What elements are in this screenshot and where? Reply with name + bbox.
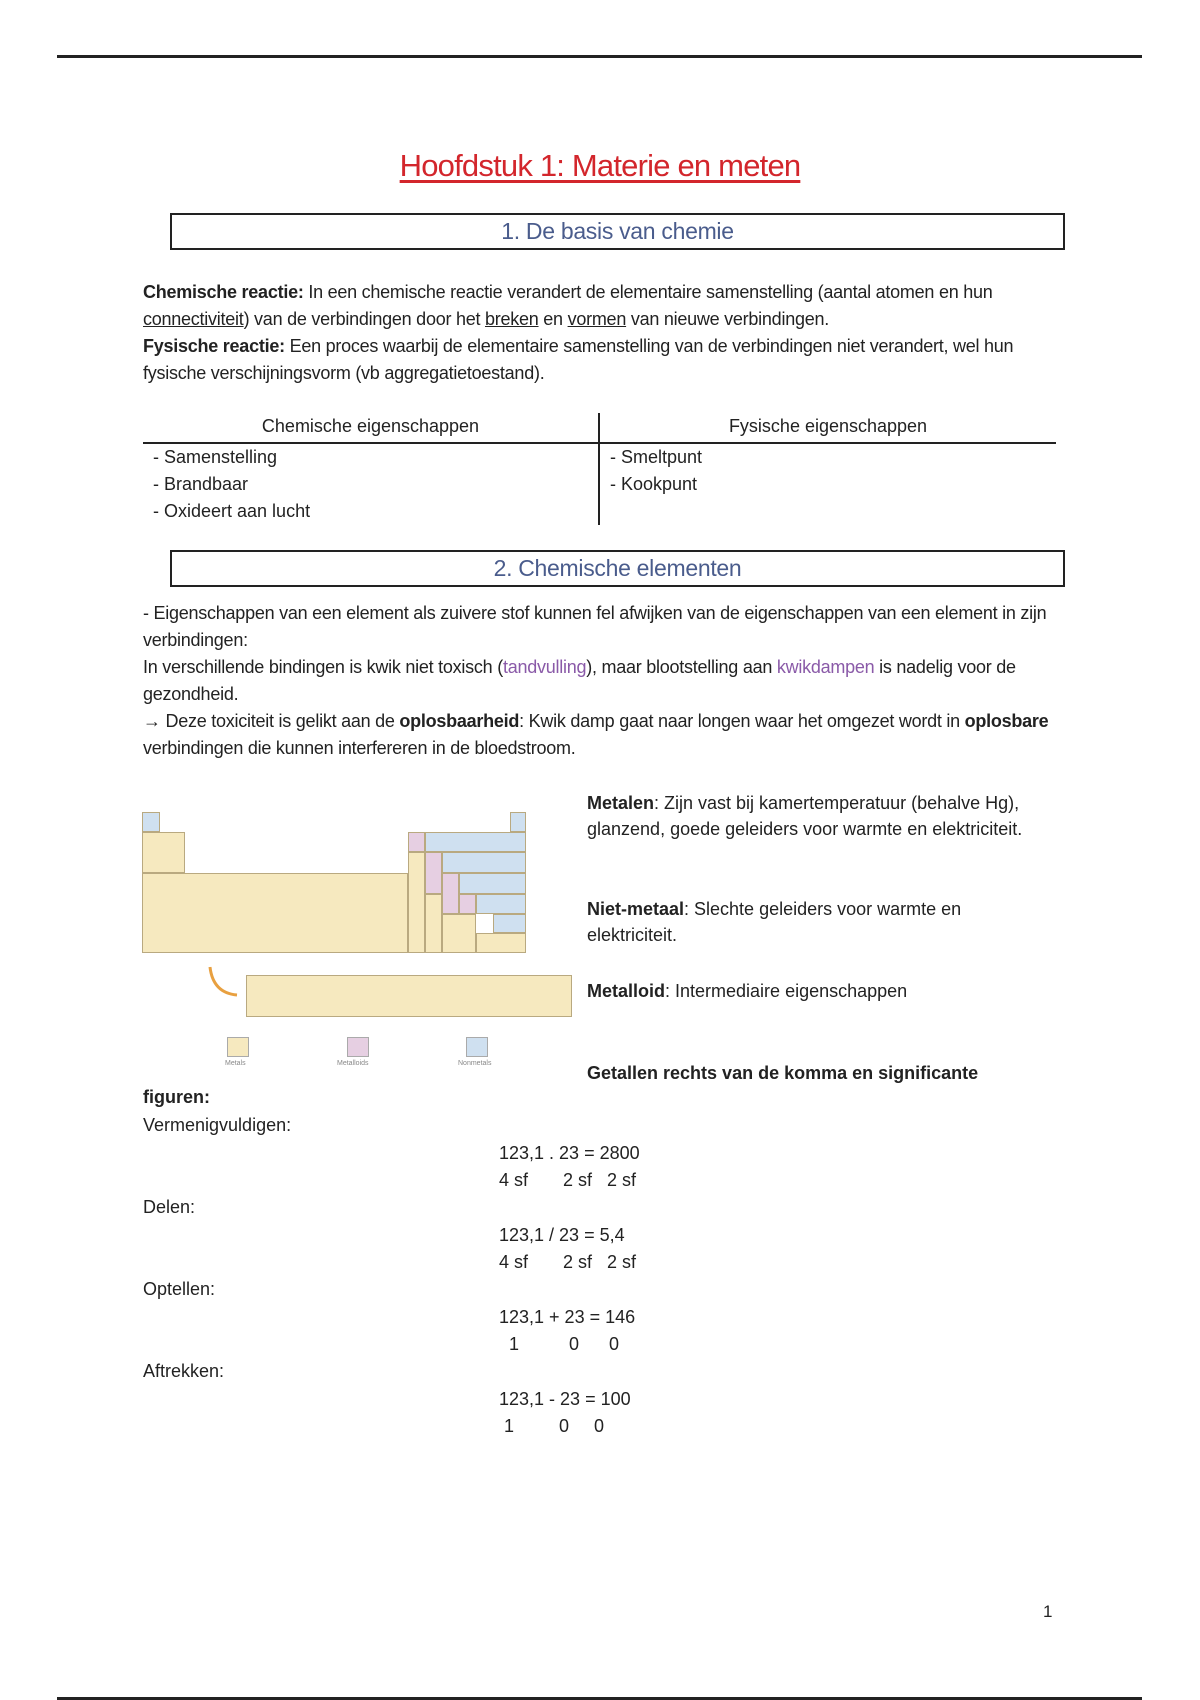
arrow-icon: → [143, 711, 161, 731]
periodic-table-image [142, 790, 572, 1075]
underlined-term: vormen [567, 309, 627, 329]
legend-swatch-metalloids [347, 1037, 369, 1057]
calc-expression: 123,1 - 23 = 100 [499, 1389, 631, 1409]
calc-sig-figs: 1 0 0 [499, 1334, 620, 1354]
page-number: 1 [1043, 1602, 1053, 1621]
text: : Zijn vast bij kamertemperatuur (behalve Hg), glanzend, goede geleiders voor warmte en elektriciteit. [587, 793, 1023, 839]
physical-properties-column [600, 413, 1056, 525]
text: : Slechte geleiders voor warmte en elektriciteit. [587, 899, 962, 945]
term-label: Niet-metaal [587, 899, 685, 919]
text: van nieuwe verbindingen. [626, 309, 829, 329]
arrow-icon [205, 965, 245, 1005]
text: : Intermediaire eigenschappen [665, 981, 908, 1001]
text: Een proces waarbij de elementaire samenstelling van de verbindingen niet verandert, wel hun fysische verschijningsvorm (vb aggregatietoestand). [143, 336, 1014, 383]
nonmetal-block [493, 914, 526, 933]
f-block [246, 975, 572, 1017]
legend-label: Metals [225, 1060, 246, 1067]
legend-label: Metalloids [337, 1060, 369, 1067]
metal-block [408, 852, 425, 953]
text: In verschillende bindingen is kwik niet toxisch ( [143, 657, 503, 677]
text: : Kwik damp gaat naar longen waar het omgezet wordt in [519, 711, 965, 731]
sf-heading-line1 [587, 1060, 1037, 1086]
metalloid-cell [408, 832, 425, 852]
text: In een chemische reactie verandert de elementaire samenstelling (aantal atomen en hun [303, 282, 993, 302]
header-rule [57, 55, 1142, 58]
list-item: - Brandbaar [153, 474, 249, 494]
legend-swatch-nonmetals [466, 1037, 488, 1057]
fysische-reactie-label: Fysische reactie: [143, 336, 285, 356]
calc-label: Aftrekken: [143, 1361, 225, 1381]
calc-sig-figs: 4 sf 2 sf 2 sf [499, 1252, 637, 1272]
text: ) van de verbindingen door het [243, 309, 485, 329]
metal-block [142, 873, 408, 953]
metalloid-note [587, 978, 1037, 1004]
legend-label: Nonmetals [458, 1060, 492, 1067]
column-header: Fysische eigenschappen [728, 416, 928, 436]
list-item: - Oxideert aan lucht [153, 501, 311, 521]
underlined-term: breken [484, 309, 539, 329]
metalloid-cell [425, 852, 442, 894]
metal-block [142, 832, 185, 873]
term-label: Metalen [587, 793, 655, 813]
nonmetal-block [442, 852, 526, 873]
nietmetaal-note [587, 896, 1037, 948]
section-heading-1: 1. De basis van chemie [170, 213, 1065, 250]
text: is nadelig voor de gezondheid. [143, 657, 1016, 704]
text: verbindingen die kunnen interfereren in de bloedstroom. [143, 738, 576, 758]
text: Deze toxiciteit is gelikt aan de [160, 711, 400, 731]
legend-swatch-metals [227, 1037, 249, 1057]
list-item: - Smeltpunt [610, 447, 703, 467]
properties-table [143, 413, 1056, 525]
text: - Eigenschappen van een element als zuivere stof kunnen fel afwijken van de eigenschappen van een element in zijn verbindingen: [143, 603, 1047, 650]
metal-block [476, 933, 526, 953]
element-cell [142, 812, 160, 832]
text: ), maar blootstelling aan [586, 657, 777, 677]
elements-paragraph [143, 600, 1063, 762]
calc-sig-figs: 1 0 0 [499, 1416, 605, 1436]
metalen-note [587, 790, 1037, 842]
section-heading-2: 2. Chemische elementen [170, 550, 1065, 587]
calc-label: Optellen: [143, 1279, 216, 1299]
calc-expression: 123,1 . 23 = 2800 [499, 1143, 640, 1163]
table-divider-horizontal [143, 442, 1056, 444]
calc-expression: 123,1 / 23 = 5,4 [499, 1225, 625, 1245]
highlight-term: kwikdampen [776, 657, 875, 677]
calc-label: Vermenigvuldigen: [143, 1115, 292, 1135]
table-divider-vertical [598, 413, 600, 525]
underlined-term: connectiviteit [143, 309, 244, 329]
metalloid-cell [459, 894, 476, 914]
bold-term: oplosbare [964, 711, 1049, 731]
nonmetal-block [459, 873, 526, 894]
text: en [538, 309, 568, 329]
element-cell [510, 812, 526, 832]
nonmetal-block [476, 894, 526, 914]
metalloid-cell [442, 873, 459, 914]
chemische-reactie-paragraph [143, 279, 1063, 387]
nonmetal-block [425, 832, 526, 852]
chemische-reactie-label: Chemische reactie: [143, 282, 304, 302]
calc-sig-figs: 4 sf 2 sf 2 sf [499, 1170, 637, 1190]
calc-label: Delen: [143, 1197, 196, 1217]
heading-text: Getallen rechts van de komma en significante [587, 1063, 979, 1083]
metal-block [442, 914, 476, 953]
list-item: - Samenstelling [153, 447, 278, 467]
page-title: Hoofdstuk 1: Materie en meten [399, 148, 801, 183]
column-header: Chemische eigenschappen [261, 416, 480, 436]
highlight-term: tandvulling [502, 657, 587, 677]
metal-block [425, 894, 442, 953]
term-label: Metalloid [587, 981, 666, 1001]
bold-term: oplosbaarheid [399, 711, 520, 731]
chemical-properties-column [143, 413, 598, 525]
list-item: - Kookpunt [610, 474, 698, 494]
sf-heading-line2: figuren: [143, 1087, 210, 1107]
calc-expression: 123,1 + 23 = 146 [499, 1307, 636, 1327]
